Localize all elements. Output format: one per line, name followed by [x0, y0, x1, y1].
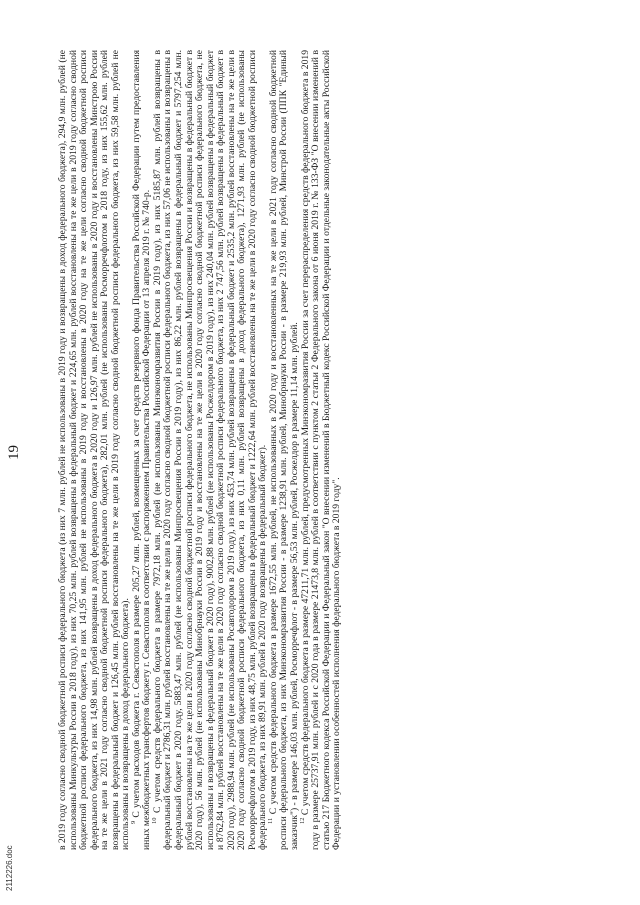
- footnote-paragraph: [298, 50, 343, 850]
- footnote-paragraph: [266, 50, 301, 850]
- page-number: 19: [6, 445, 22, 460]
- footnotes-block: [58, 50, 343, 850]
- footnote-text: в 2019 году согласно сводной бюджетной росписи федерального бюджета (из них 7 млн. рублей не использованы в 2019 году и возвращены в доход федерального бюджета), 294,9 млн. рублей (не использованы Минкультуры России в 2018 году), из них 70,25 млн. рублей возвращены в федеральный бюджет и 224,65 млн. рублей восстановлены на те же цели в 2019 году согласно сводной бюджетной росписи федерального бюджета, из них 141,95 млн. рублей не использованы в 2019 году и восстановлены в 2020 году на те же цели согласно сводной бюджетной росписи федерального бюджета, из них 14,98 млн. рублей возвращены в доход федерального бюджета в 2020 году и 126,97 млн. рублей не использованы в 2020 году и восстановлены Минстрою России на те же цели в 2021 году согласно сводной бюджетной росписи федерального бюджета), 282,01 млн. рублей (не использованы Росморречфлотом в 2018 году, из них 155,62 млн. рублей возвращены в федеральный бюджет и 126,45 млн. рублей восстановлены на те же цели в 2019 году согласно сводной бюджетной росписи федерального бюджета, из них 59,58 млн. рублей не использованы и возвращены в доход федерального бюджета).: [57, 50, 132, 850]
- footnote-text: С учетом средств федерального бюджета в размере 1672,55 млн. рублей, не использованных в 2020 году и восстановленных на те же цели в 2021 году согласно сводной бюджетной росписи федерального бюджета, из них Минэкономразвития России - в размере 1238,91 млн. рублей, Минобрнауки России - в размере 219,93 млн. рублей, Минстрой России (ППК "Единый заказчик") - в размере 146,03 млн. рублей, Росморречфлот - в размере 56,53 млн. рублей, Росжелдор в размере 11,14 млн. рублей.: [267, 50, 301, 850]
- footnote-paragraph: [150, 50, 269, 850]
- footnote-paragraph: [58, 50, 132, 850]
- footnote-text: С учетом средств федерального бюджета в размере 47211,71 млн. рублей, предусмотренных Минэкономразвития России за счет перераспределения средств федерального бюджета в 2019 году в размере 25737,91 млн. рублей и с 2020 года в размере 21473,8 млн. рублей в соответствии с пунктом 2 статьи 2 Федерального закона от 6 июня 2019 г. № 133-ФЗ "О внесении изменений в статью 217 Бюджетного кодекса Российской Федерации и Федеральный закон "О внесении изменений в Бюджетный кодекс Российской Федерации и отдельные законодательные акты Российской Федерации и установлении особенностей исполнения федерального бюджета в 2019 году".: [299, 50, 343, 850]
- footnote-marker: 9: [129, 820, 137, 824]
- document-id: 2112226.doc: [5, 845, 14, 891]
- footnote-marker: 11: [266, 817, 274, 824]
- footnote-text: С учетом расходов бюджета г. Севастополя в размере 205,27 млн. рублей, возмещенных за счет средств резервного фонда Правительства Российской Федерации путем предоставления иных межбюджетных трансфертов бюджету г. Севастополя в соответствии с распоряжением Правительства Российской Федерации от 13 апреля 2019 г. № 740-р.: [130, 50, 153, 850]
- footnote-marker: 12: [298, 817, 306, 824]
- footnote-marker: 10: [150, 817, 158, 824]
- footnote-text: С учетом средств федерального бюджета в размере 7972,18 млн. рублей (не использованы Минэкономразвития России в 2019 году), из них 5185,87 млн. рублей возвращены в федеральный бюджет и 2786,31 млн. рублей восстановлены на те же цели в 2020 году согласно сводной бюджетной росписи федерального бюджета, из них 57,06 не использованы и возвращены в федеральный бюджет в 2020 году, 5883,47 млн. рублей (не использованы Минпросвещения России в 2019 году), из них 86,22 млн. рублей возвращены в федеральный бюджет и 5797,254 млн. рублей восстановлены на те же цели в 2020 году согласно сводной бюджетной росписи федерального бюджета, не использованы Минпросвещения России и возвращены в федеральный бюджет в 2020 году), 56 млн. рублей (не использованы Минобрнауки России в 2019 году и восстановлены на те же цели в 2020 году согласно сводной бюджетной росписи федерального бюджета, не использованы и возвращены в федеральный бюджет в 2020 году), 9002,88 млн. рублей (не использованы Росжелдором в 2019 году), из них 240,04 млн. рублей возвращены в федеральный бюджет и 8762,84 млн. рублей восстановлены на те же цели в 2020 году согласно сводной бюджетной росписи федерального бюджета, из них 2 747,56 млн. рублей возвращены в федеральный бюджет в 2020 году), 2988,94 млн. рублей (не использованы Росавтодором в 2019 году), из них 453,74 млн. рублей возвращены в федеральный бюджет и 2535,2 млн. рублей восстановлены на те же цели в 2020 году согласно сводной бюджетной росписи федерального бюджета, из них 0,11 млн. рублей возвращены в доход федерального бюджета), 1271,93 млн. рублей (не использованы Росморречфлотом в 2019 году, из них 48,75 млн. рублей возвращены в федеральный бюджет и 1222,64 млн. рублей восстановлены на те же цели в 2020 году согласно сводной бюджетной росписи федерального бюджета, из них 89,91 млн. рублей в 2020 году возвращены в федеральный бюджет).: [151, 50, 269, 850]
- footnote-paragraph: [129, 50, 153, 850]
